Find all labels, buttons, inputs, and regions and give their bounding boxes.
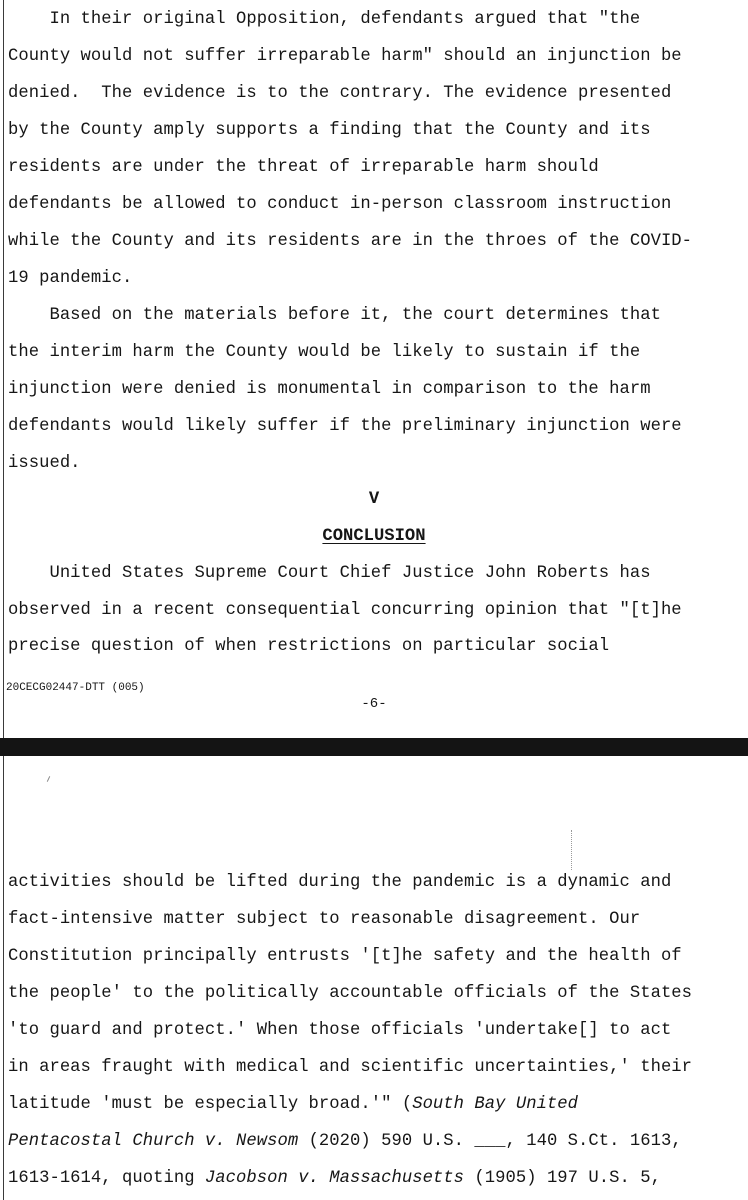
body-line: Based on the materials before it, the court determines that [8, 306, 661, 325]
body-line: fact-intensive matter subject to reasonable disagreement. Our [8, 910, 641, 929]
section-number: V [368, 490, 380, 509]
body-line: 19 pandemic. [8, 269, 133, 288]
line-text: 1613-1614, quoting [8, 1169, 205, 1188]
case-name-italic: Jacobson v. Massachusetts [204, 1169, 465, 1188]
body-line: the people' to the politically accountable officials of the States [8, 984, 693, 1003]
body-line: in areas fraught with medical and scientific uncertainties,' their [8, 1058, 693, 1077]
scan-mark [47, 776, 50, 782]
line-text: (1905) 197 U.S. 5, [464, 1169, 661, 1188]
body-line: activities should be lifted during the pandemic is a dynamic and [8, 873, 672, 892]
body-line: County would not suffer irreparable harm" should an injunction be [8, 47, 682, 66]
body-line: issued. [8, 454, 81, 473]
body-line: the interim harm the County would be likely to sustain if the [8, 343, 641, 362]
body-line [8, 1169, 661, 1189]
footer-case-id: 20CECG02447-DTT (005) [6, 682, 145, 694]
document-page-7 [0, 756, 748, 1200]
scan-dotted-mark [571, 830, 573, 870]
body-line: by the County amply supports a finding that the County and its [8, 121, 651, 140]
page-left-margin-rule [3, 756, 4, 1200]
body-line: defendants would likely suffer if the preliminary injunction were [8, 417, 682, 436]
conclusion-line: precise question of when restrictions on particular social [8, 637, 610, 656]
body-line: Constitution principally entrusts '[t]he safety and the health of [8, 947, 682, 966]
body-line: defendants be allowed to conduct in-person classroom instruction [8, 195, 672, 214]
body-line [8, 1132, 682, 1152]
body-line: while the County and its residents are in the throes of the COVID- [8, 232, 693, 251]
case-name-italic: Pentacostal Church v. Newsom [8, 1132, 299, 1151]
conclusion-line: observed in a recent consequential concurring opinion that "[t]he [8, 601, 682, 620]
body-line [8, 1095, 578, 1115]
page-left-margin-rule [3, 0, 4, 738]
body-line: 'to guard and protect.' When those officials 'undertake[] to act [8, 1021, 672, 1040]
page-number: -6- [361, 696, 387, 712]
body-line: residents are under the threat of irreparable harm should [8, 158, 599, 177]
body-line: denied. The evidence is to the contrary. The evidence presented [8, 84, 672, 103]
line-text: latitude 'must be especially broad.'" ( [8, 1095, 413, 1114]
conclusion-line: United States Supreme Court Chief Justice John Roberts has [8, 564, 651, 583]
body-line: injunction were denied is monumental in comparison to the harm [8, 380, 651, 399]
page-divider [0, 738, 748, 756]
case-name-italic: South Bay United [412, 1095, 579, 1114]
body-line: In their original Opposition, defendants argued that "the [8, 10, 641, 29]
line-text: (2020) 590 U.S. ___, 140 S.Ct. 1613, [298, 1132, 682, 1151]
section-heading: CONCLUSION [322, 527, 426, 546]
